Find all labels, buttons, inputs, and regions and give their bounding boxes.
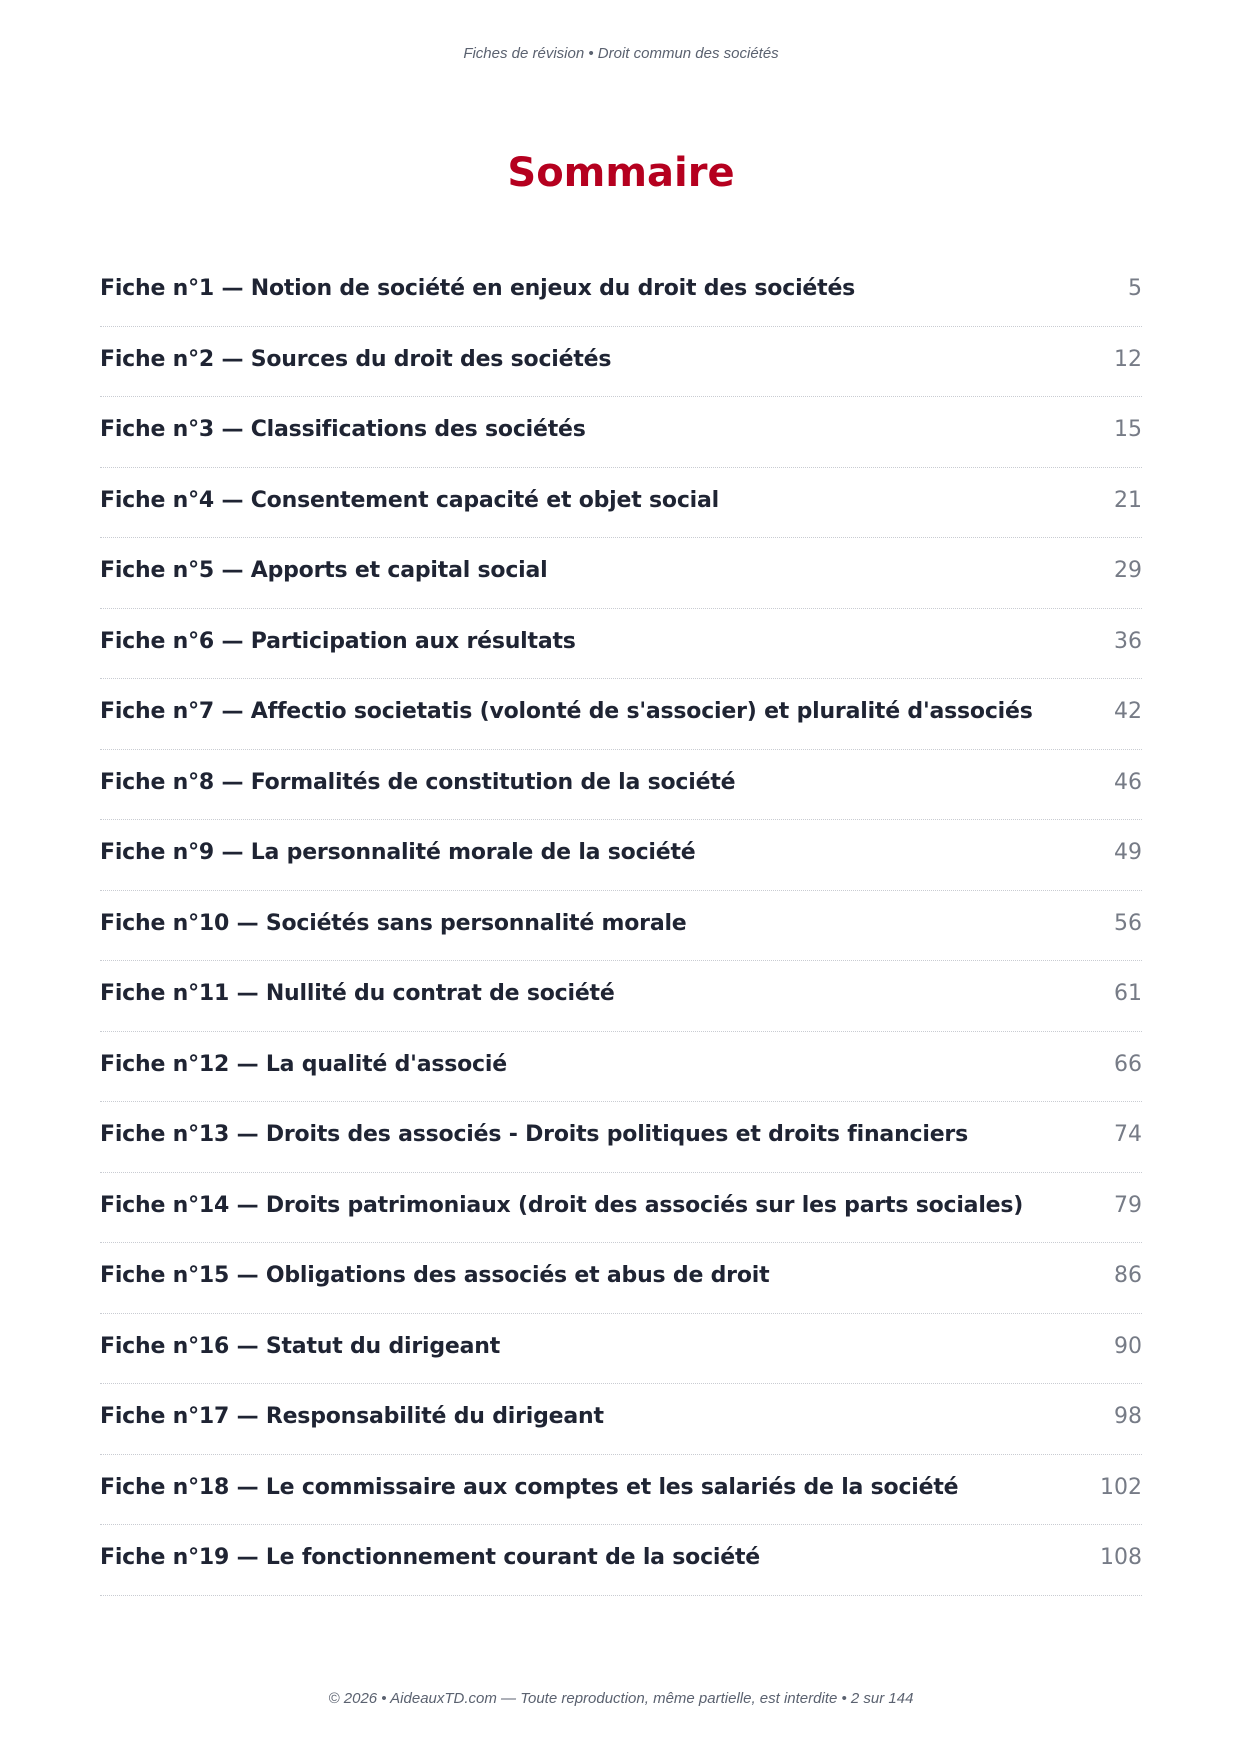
toc-entry-page: 86 (1114, 1263, 1142, 1289)
toc-entry-page: 49 (1114, 840, 1142, 866)
toc-entry-page: 29 (1114, 558, 1142, 584)
toc-entry[interactable] (100, 1314, 1142, 1385)
toc-entry-label: Fiche n°7 — Affectio societatis (volonté de s'associer) et pluralité d'associés (100, 699, 1033, 725)
toc-entry-label: Fiche n°13 — Droits des associés - Droits politiques et droits financiers (100, 1122, 968, 1148)
toc-entry[interactable] (100, 397, 1142, 468)
table-of-contents (100, 256, 1142, 1596)
toc-entry-page: 12 (1114, 346, 1142, 372)
toc-entry[interactable] (100, 1102, 1142, 1173)
toc-entry-page: 56 (1114, 910, 1142, 936)
toc-entry-label: Fiche n°2 — Sources du droit des sociétés (100, 346, 612, 372)
toc-entry[interactable] (100, 891, 1142, 962)
toc-entry-page: 61 (1114, 981, 1142, 1007)
toc-entry-page: 74 (1114, 1122, 1142, 1148)
toc-entry-label: Fiche n°19 — Le fonctionnement courant de la société (100, 1545, 761, 1571)
toc-entry[interactable] (100, 538, 1142, 609)
toc-entry-page: 21 (1114, 487, 1142, 513)
toc-entry[interactable] (100, 679, 1142, 750)
toc-entry-page: 15 (1114, 417, 1142, 443)
toc-entry-page: 79 (1114, 1192, 1142, 1218)
toc-entry-label: Fiche n°15 — Obligations des associés et abus de droit (100, 1263, 770, 1289)
toc-entry-label: Fiche n°6 — Participation aux résultats (100, 628, 576, 654)
page-title: Sommaire (507, 150, 735, 196)
toc-entry-label: Fiche n°5 — Apports et capital social (100, 558, 548, 584)
running-header: Fiches de révision • Droit commun des sociétés (463, 45, 779, 62)
toc-entry-label: Fiche n°12 — La qualité d'associé (100, 1051, 507, 1077)
toc-entry[interactable] (100, 750, 1142, 821)
toc-entry-label: Fiche n°8 — Formalités de constitution de la société (100, 769, 736, 795)
running-footer: © 2026 • AideauxTD.com — Toute reproduction, même partielle, est interdite • 2 sur 144 (328, 1690, 914, 1707)
toc-entry[interactable] (100, 468, 1142, 539)
toc-entry-page: 42 (1114, 699, 1142, 725)
toc-entry[interactable] (100, 961, 1142, 1032)
toc-entry-label: Fiche n°4 — Consentement capacité et objet social (100, 487, 719, 513)
toc-entry[interactable] (100, 1525, 1142, 1596)
toc-entry[interactable] (100, 1173, 1142, 1244)
toc-entry-label: Fiche n°1 — Notion de société en enjeux du droit des sociétés (100, 276, 856, 302)
toc-entry[interactable] (100, 1455, 1142, 1526)
toc-entry-label: Fiche n°3 — Classifications des sociétés (100, 417, 586, 443)
toc-entry-label: Fiche n°11 — Nullité du contrat de société (100, 981, 615, 1007)
toc-entry-label: Fiche n°18 — Le commissaire aux comptes et les salariés de la société (100, 1474, 959, 1500)
toc-entry-page: 90 (1114, 1333, 1142, 1359)
toc-entry-page: 108 (1100, 1545, 1142, 1571)
toc-entry[interactable] (100, 1032, 1142, 1103)
toc-entry-label: Fiche n°9 — La personnalité morale de la société (100, 840, 696, 866)
toc-entry-page: 36 (1114, 628, 1142, 654)
toc-entry-page: 66 (1114, 1051, 1142, 1077)
toc-entry[interactable] (100, 609, 1142, 680)
toc-entry-page: 98 (1114, 1404, 1142, 1430)
toc-entry-page: 5 (1128, 276, 1142, 302)
toc-entry-page: 46 (1114, 769, 1142, 795)
toc-entry-label: Fiche n°14 — Droits patrimoniaux (droit des associés sur les parts sociales) (100, 1192, 1024, 1218)
toc-entry[interactable] (100, 820, 1142, 891)
toc-entry[interactable] (100, 1243, 1142, 1314)
toc-entry[interactable] (100, 256, 1142, 327)
toc-entry-label: Fiche n°16 — Statut du dirigeant (100, 1333, 501, 1359)
toc-entry-label: Fiche n°17 — Responsabilité du dirigeant (100, 1404, 604, 1430)
toc-entry-page: 102 (1100, 1474, 1142, 1500)
toc-entry[interactable] (100, 327, 1142, 398)
toc-entry[interactable] (100, 1384, 1142, 1455)
toc-entry-label: Fiche n°10 — Sociétés sans personnalité morale (100, 910, 687, 936)
